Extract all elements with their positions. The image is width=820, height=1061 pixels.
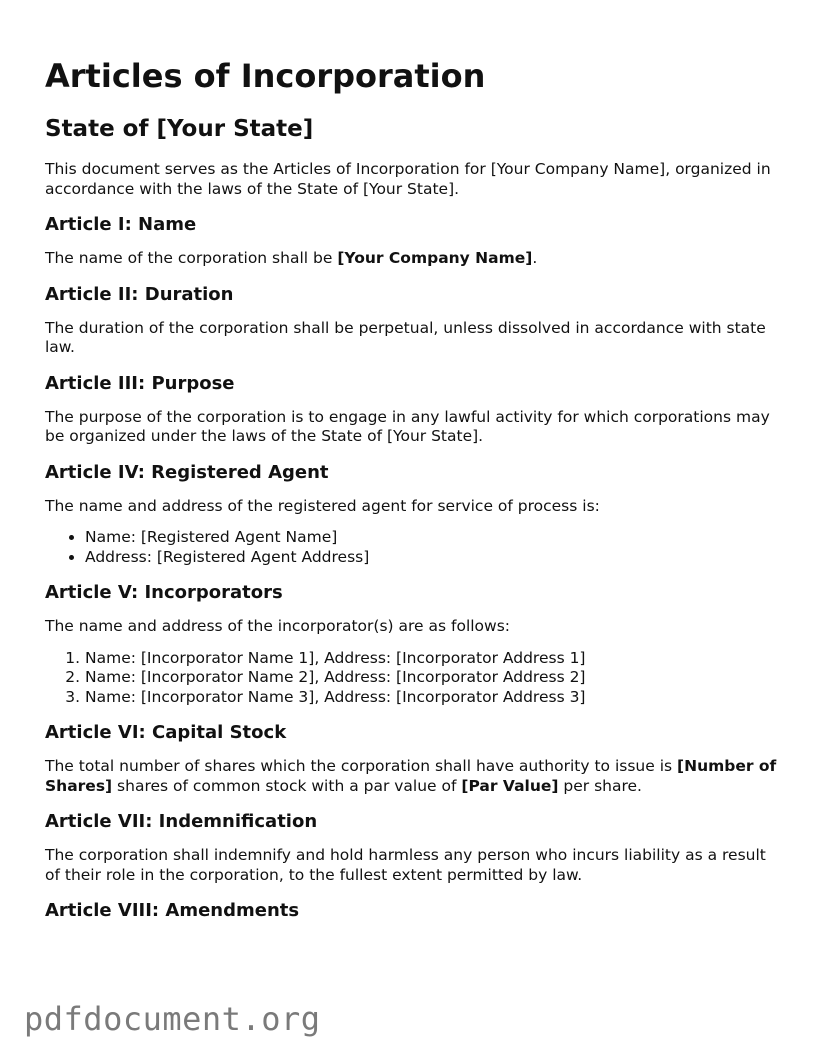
article-3-text: The purpose of the corporation is to engage in any lawful activity for which corporations may be organized under the laws of the State of [Your State]. bbox=[45, 407, 770, 445]
list-item: 2. Name: [Incorporator Name 2], Address: [Incorporator Address 2] bbox=[85, 668, 785, 688]
company-name-placeholder: [Your Company Name] bbox=[337, 249, 533, 267]
list-item: 1. Name: [Incorporator Name 1], Address: [Incorporator Address 1] bbox=[85, 649, 785, 669]
article-1-text bbox=[45, 249, 785, 269]
article-5-text: The name and address of the incorporator(s) are as follows: bbox=[45, 617, 511, 635]
article-2-text: The duration of the corporation shall be perpetual, unless dissolved in accordance with state law. bbox=[45, 318, 766, 356]
watermark: pdfdocument.org bbox=[24, 1000, 321, 1038]
list-item: • Address: [Registered Agent Address] bbox=[85, 548, 785, 568]
document-subtitle: State of [Your State] bbox=[45, 116, 314, 142]
article-6-text-1: The total number of shares which the corporation shall have authority to issue is bbox=[45, 757, 678, 775]
document-title: Articles of Incorporation bbox=[45, 57, 486, 95]
article-5-heading: Article V: Incorporators bbox=[45, 582, 283, 603]
article-7-text: The corporation shall indemnify and hold harmless any person who incurs liability as a result of their role in the corporation, to the fullest extent permitted by law. bbox=[45, 846, 766, 884]
article-6-text-2: shares of common stock with a par value of bbox=[112, 776, 462, 795]
article-7-heading: Article VII: Indemnification bbox=[45, 811, 318, 832]
list-item: 3. Name: [Incorporator Name 3], Address: [Incorporator Address 3] bbox=[85, 688, 785, 708]
article-3-heading: Article III: Purpose bbox=[45, 372, 235, 394]
number-of-shares-placeholder: [Number of Shares] bbox=[45, 757, 777, 795]
list-item: • Name: [Registered Agent Name] bbox=[85, 528, 785, 548]
document-page bbox=[45, 56, 785, 923]
article-8-heading: Article VIII: Amendments bbox=[45, 900, 300, 921]
article-4-text: The name and address of the registered agent for service of process is: bbox=[45, 496, 600, 515]
article-1-heading: Article I: Name bbox=[45, 214, 197, 235]
registered-agent-list bbox=[45, 528, 785, 567]
article-2-heading: Article II: Duration bbox=[45, 283, 234, 305]
article-6-heading: Article VI: Capital Stock bbox=[45, 722, 287, 743]
article-1-text-before: The name of the corporation shall be bbox=[45, 249, 338, 267]
par-value-placeholder: [Par Value] bbox=[461, 776, 559, 795]
article-1-text-after: . bbox=[532, 249, 538, 267]
article-6-text bbox=[45, 757, 785, 796]
intro-paragraph: This document serves as the Articles of Incorporation for [Your Company Name], organized in accordance with the laws of the State of [Your State]. bbox=[45, 160, 771, 198]
incorporators-list bbox=[45, 649, 785, 708]
article-6-text-3: per share. bbox=[558, 776, 642, 795]
article-4-heading: Article IV: Registered Agent bbox=[45, 461, 329, 483]
